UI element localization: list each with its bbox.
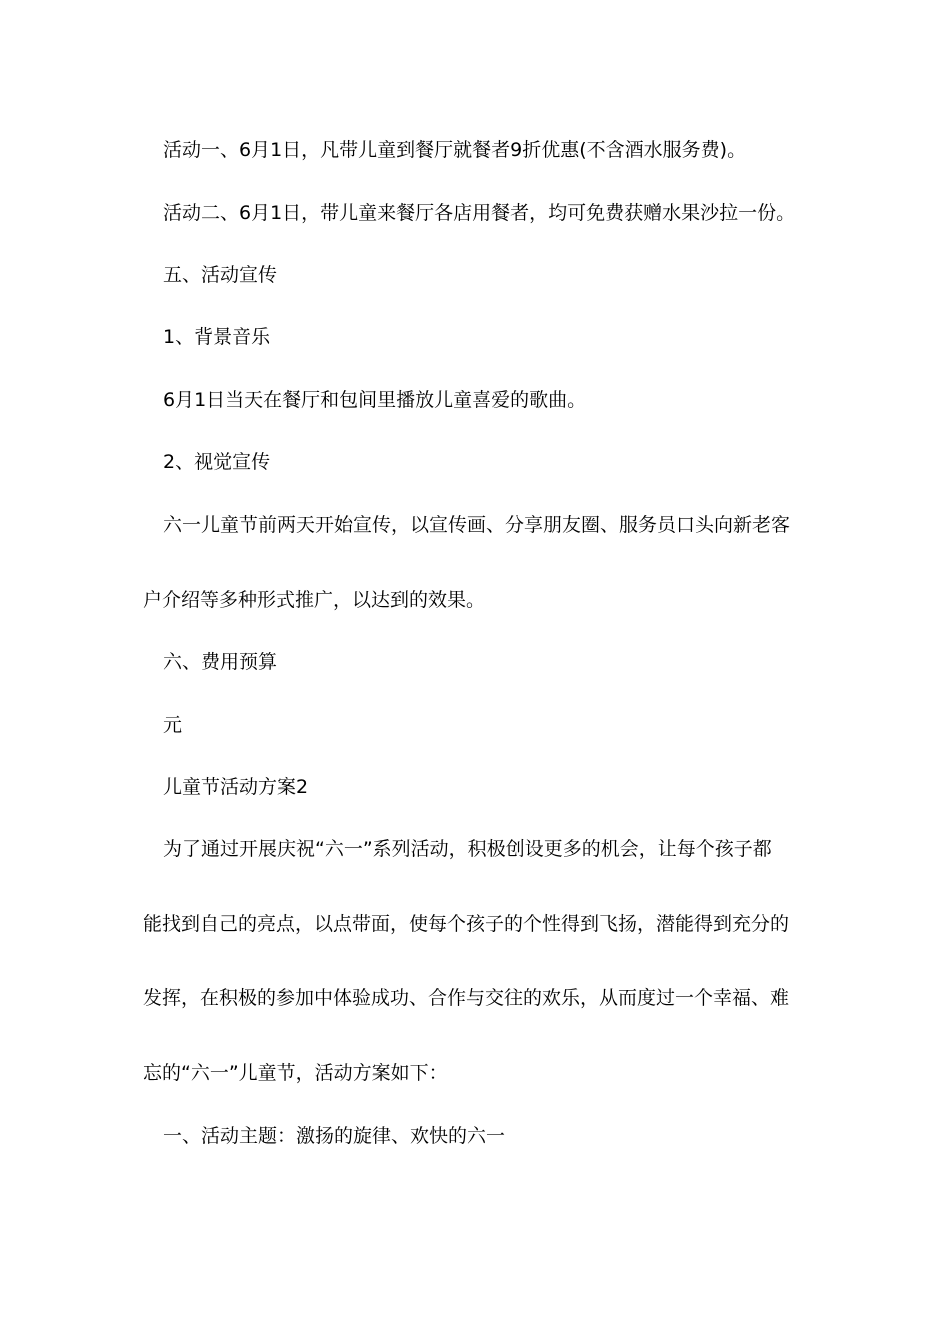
paragraph-activity-one: 活动一、6月1日，凡带儿童到餐厅就餐者9折优惠(不含酒水服务费)。 bbox=[163, 139, 747, 161]
paragraph-promotion-line-2: 户介绍等多种形式推广，以达到的效果。 bbox=[143, 589, 486, 611]
heading-activity-theme: 一、活动主题：激扬的旋律、欢快的六一 bbox=[163, 1125, 506, 1147]
heading-plan-two: 儿童节活动方案2 bbox=[163, 776, 309, 798]
paragraph-intro-line-4: 忘的“六一”儿童节，活动方案如下： bbox=[143, 1062, 448, 1084]
heading-section-five: 五、活动宣传 bbox=[163, 264, 278, 286]
paragraph-intro-line-1: 为了通过开展庆祝“六一”系列活动，积极创设更多的机会，让每个孩子都 bbox=[163, 838, 772, 860]
paragraph-intro-line-2: 能找到自己的亮点，以点带面，使每个孩子的个性得到飞扬，潜能得到充分的 bbox=[143, 913, 790, 935]
paragraph-promotion-line-1: 六一儿童节前两天开始宣传，以宣传画、分享朋友圈、服务员口头向新老客 bbox=[163, 514, 791, 536]
heading-section-six: 六、费用预算 bbox=[163, 651, 278, 673]
paragraph-music: 6月1日当天在餐厅和包间里播放儿童喜爱的歌曲。 bbox=[163, 389, 587, 411]
paragraph-budget: 元 bbox=[163, 714, 183, 736]
subheading-visual-promotion: 2、视觉宣传 bbox=[163, 451, 271, 473]
paragraph-activity-two: 活动二、6月1日，带儿童来餐厅各店用餐者，均可免费获赠水果沙拉一份。 bbox=[163, 202, 796, 224]
paragraph-intro-line-3: 发挥，在积极的参加中体验成功、合作与交往的欢乐，从而度过一个幸福、难 bbox=[143, 987, 790, 1009]
subheading-background-music: 1、背景音乐 bbox=[163, 326, 271, 348]
